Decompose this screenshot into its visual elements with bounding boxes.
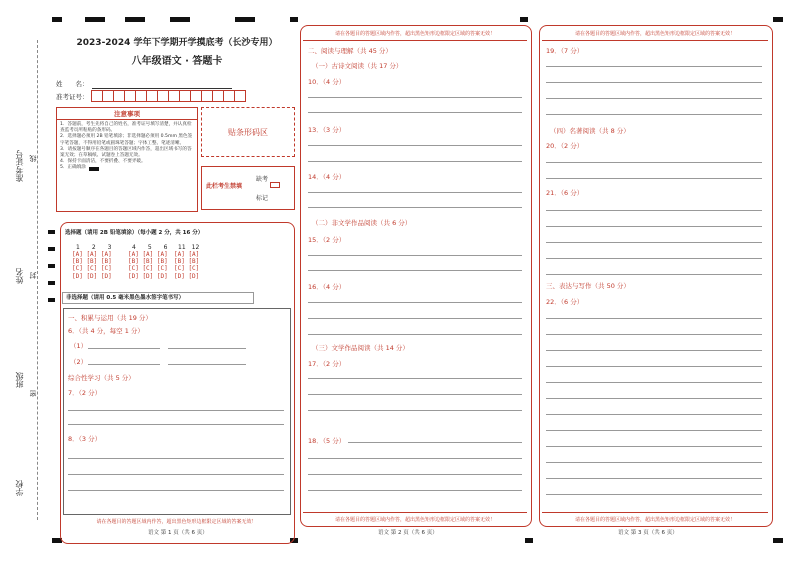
answer-line[interactable]	[546, 98, 762, 99]
side-name-label: 姓名	[15, 268, 24, 284]
q18-label: 18．（5 分）	[308, 437, 346, 445]
bottom-warning: 请在各题目的答题区域内作答，超出黑色矩形边框限定区域的答案无效！	[574, 517, 735, 523]
answer-line[interactable]	[546, 258, 762, 259]
answer-line[interactable]	[348, 442, 522, 443]
filled-sample-mark	[89, 167, 99, 171]
sub3-title: （三）文学作品阅读（共 14 分）	[312, 344, 409, 352]
timing-mark	[520, 17, 528, 22]
choice-title: 选择题（请用 2B 铅笔填涂）（每小题 2 分，共 16 分）	[65, 230, 204, 236]
q17-label: 17．（2 分）	[308, 360, 346, 368]
name-field[interactable]	[92, 88, 232, 89]
choice-nums-1: 1 2 3	[76, 244, 112, 251]
timing-mark	[170, 17, 190, 22]
answer-line[interactable]	[546, 366, 762, 367]
q8-label: 8．（3 分）	[68, 435, 102, 443]
answer-line[interactable]	[546, 210, 762, 211]
exam-title: 2023-2024 学年下学期开学摸底考（长沙专用）	[76, 38, 278, 48]
q6-label: 6．（共 4 分，每空 1 分）	[68, 327, 144, 335]
q19-label: 19．（7 分）	[546, 47, 584, 55]
page3-frame	[539, 25, 773, 527]
timing-mark	[773, 538, 783, 543]
choice-row[interactable]: [A] [A] [A]	[72, 251, 112, 258]
absent-mark-label: 缺考	[256, 176, 269, 183]
notice-item-5: 5．正确填涂	[60, 165, 86, 171]
choice-group-1[interactable]	[72, 251, 112, 280]
absent-checkbox[interactable]	[270, 182, 280, 188]
section1-title: 一、积累与运用（共 19 分）	[68, 314, 152, 322]
answer-line[interactable]	[308, 458, 522, 459]
side-seal-label: 封	[29, 272, 37, 279]
choice-group-2[interactable]	[128, 251, 168, 280]
answer-line[interactable]	[546, 318, 762, 319]
answer-line[interactable]	[546, 430, 762, 431]
divider	[542, 512, 768, 513]
notice-box	[56, 107, 198, 212]
bottom-warning: 请在各题目的答题区域内作答，超出黑色矩形边框限定区域的答案无效！	[334, 517, 495, 523]
top-warning: 请在各题目的答题区域内作答，超出黑色矩形边框限定区域的答案无效！	[574, 31, 735, 37]
page-footer-2: 语文 第 2 页（共 6 页）	[378, 530, 438, 536]
timing-mark	[525, 538, 533, 543]
sub1-title: （一）古诗文阅读（共 17 分）	[312, 62, 403, 70]
bottom-warning: 请在各题目的答题区域内作答，超出黑色矩形边框限定区域的答案无效！	[96, 519, 257, 525]
answer-line[interactable]	[88, 348, 160, 349]
answer-line[interactable]	[546, 494, 762, 495]
answer-line[interactable]	[546, 82, 762, 83]
name-label: 姓 名：	[56, 80, 89, 88]
answer-line[interactable]	[308, 192, 522, 193]
answer-line[interactable]	[546, 242, 762, 243]
choice-row[interactable]: [C] [C] [C]	[128, 265, 168, 273]
barcode-area: 贴条形码区	[201, 107, 295, 157]
timing-mark	[48, 264, 55, 268]
zonghe-title: 综合性学习（共 5 分）	[68, 374, 135, 382]
notice-item-2: 2．选择题必须用 2B 铅笔填涂；非选择题必须用 0.5mm 黑色签字笔答题，不得用铅笔或圆珠笔答题；字体工整、笔迹清晰。	[60, 134, 193, 146]
page-footer-1: 语文 第 1 页（共 6 页）	[148, 530, 208, 536]
choice-row[interactable]: [C] [C]	[174, 265, 200, 273]
nonchoice-title: 非选择题（请用 0.5 毫米黑色墨水签字笔书写）	[62, 292, 254, 304]
absent-label: 此栏考生禁填	[206, 183, 243, 190]
notice-item-4: 4．保持卡面清洁，不要折叠、不要弄破。	[60, 159, 146, 165]
notice-item-1: 1．答题前，考生先将自己的姓名，准考证号填写清楚，并认真检查监考员所粘贴的条形码。	[60, 122, 192, 134]
answer-line[interactable]	[308, 302, 522, 303]
choice-row[interactable]: [D] [D]	[174, 272, 200, 280]
absent-box	[201, 166, 295, 210]
id-label: 准考证号：	[56, 93, 89, 101]
answer-line[interactable]	[308, 318, 522, 319]
absent-mark-label-2: 标记	[256, 195, 269, 202]
answer-line[interactable]	[546, 226, 762, 227]
choice-row[interactable]: [B] [B]	[174, 258, 200, 266]
answer-line[interactable]	[308, 112, 522, 113]
section3-title: 三、表达与写作（共 50 分）	[546, 282, 630, 290]
q10-label: 10．（4 分）	[308, 78, 346, 86]
answer-line[interactable]	[308, 394, 522, 395]
answer-line[interactable]	[546, 478, 762, 479]
answer-line[interactable]	[546, 162, 762, 163]
side-school-label: 学校	[15, 480, 24, 496]
divider	[303, 40, 527, 41]
top-warning: 请在各题目的答题区域内作答，超出黑色矩形边框限定区域的答案无效！	[334, 31, 495, 37]
answer-line[interactable]	[168, 364, 246, 365]
answer-line[interactable]	[68, 458, 284, 459]
divider	[303, 512, 527, 513]
answer-line[interactable]	[308, 490, 522, 491]
side-line-label: 线	[29, 155, 37, 162]
answer-line[interactable]	[68, 474, 284, 475]
answer-line[interactable]	[546, 114, 762, 115]
answer-line[interactable]	[308, 145, 522, 146]
side-id-label: 准考证号	[15, 150, 24, 182]
choice-row[interactable]: [C] [C] [C]	[72, 265, 112, 273]
choice-row[interactable]: [A] [A]	[174, 251, 200, 258]
timing-mark	[125, 17, 145, 22]
side-class-label: 班级	[15, 372, 24, 388]
section2-title: 二、阅读与理解（共 45 分）	[308, 47, 392, 55]
choice-nums-3: 11 12	[178, 244, 200, 251]
sub4-title: （四）名著阅读（共 8 分）	[550, 127, 630, 135]
choice-row[interactable]: [B] [B] [B]	[72, 258, 112, 266]
page2-frame	[300, 25, 532, 527]
timing-mark	[773, 17, 783, 22]
choice-row[interactable]: [D] [D] [D]	[128, 272, 168, 280]
answer-line[interactable]	[88, 364, 160, 365]
q6-1-label: （1）	[70, 342, 88, 350]
q6-2-label: （2）	[70, 358, 88, 366]
answer-line[interactable]	[68, 410, 284, 411]
timing-mark	[290, 17, 298, 22]
page1-inner-box	[63, 308, 291, 515]
answer-line[interactable]	[546, 350, 762, 351]
q7-label: 7．（2 分）	[68, 389, 102, 397]
side-secret-label: 密	[29, 390, 37, 397]
q14-label: 14．（4 分）	[308, 173, 346, 181]
answer-line[interactable]	[308, 255, 522, 256]
notice-title: 注意事项	[57, 108, 197, 120]
card-subtitle: 八年级语文 · 答题卡	[131, 56, 223, 67]
sub2-title: （二）非文学作品阅读（共 6 分）	[312, 219, 412, 227]
id-boxes[interactable]	[91, 90, 246, 102]
answer-line[interactable]	[546, 446, 762, 447]
q21-label: 21．（6 分）	[546, 189, 584, 197]
answer-line[interactable]	[546, 178, 762, 179]
answer-line[interactable]	[308, 97, 522, 98]
q22-label: 22．（6 分）	[546, 298, 584, 306]
q13-label: 13．（3 分）	[308, 126, 346, 134]
timing-mark	[48, 281, 55, 285]
timing-mark	[48, 230, 55, 234]
answer-line[interactable]	[546, 334, 762, 335]
timing-mark	[52, 17, 62, 22]
choice-row[interactable]: [D] [D] [D]	[72, 272, 112, 280]
answer-line[interactable]	[546, 274, 762, 275]
choice-row[interactable]: [A] [A] [A]	[128, 251, 168, 258]
notice-item-3: 3．请按题号顺序在各题目的答题区域内作答，超出区域书写的答案无效；在草稿纸、试题卷上答题无效。	[60, 146, 192, 159]
q16-label: 16．（4 分）	[308, 283, 346, 291]
answer-line[interactable]	[546, 398, 762, 399]
choice-row[interactable]: [B] [B] [B]	[128, 258, 168, 266]
answer-line[interactable]	[308, 207, 522, 208]
answer-line[interactable]	[308, 410, 522, 411]
answer-line[interactable]	[546, 66, 762, 67]
answer-line[interactable]	[546, 462, 762, 463]
answer-line[interactable]	[308, 270, 522, 271]
timing-mark	[48, 298, 55, 302]
answer-line[interactable]	[168, 348, 246, 349]
answer-line[interactable]	[308, 378, 522, 379]
timing-mark	[48, 247, 55, 251]
answer-line[interactable]	[308, 474, 522, 475]
timing-mark	[85, 17, 105, 22]
timing-mark	[235, 17, 255, 22]
binding-line	[37, 40, 38, 520]
q20-label: 20．（2 分）	[546, 142, 584, 150]
choice-group-3[interactable]	[174, 251, 199, 280]
answer-line[interactable]	[68, 424, 284, 425]
answer-line[interactable]	[546, 414, 762, 415]
page-footer-3: 语文 第 3 页（共 6 页）	[618, 530, 678, 536]
q15-label: 15．（2 分）	[308, 236, 346, 244]
divider	[542, 40, 768, 41]
answer-line[interactable]	[546, 382, 762, 383]
answer-line[interactable]	[68, 490, 284, 491]
choice-nums-2: 4 5 6	[132, 244, 168, 251]
answer-line[interactable]	[308, 161, 522, 162]
answer-line[interactable]	[308, 334, 522, 335]
